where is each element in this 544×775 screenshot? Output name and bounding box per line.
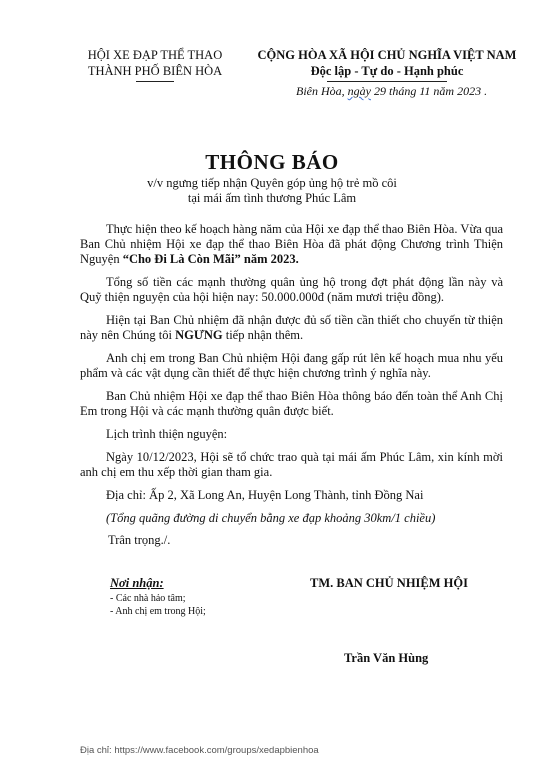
paragraph-plan: Anh chị em trong Ban Chủ nhiệm Hội đang gấp rút lên kế hoạch mua nhu yếu phẩm và các vật dụng cần thiết để thực hiện chương trình ý nghĩa này. bbox=[80, 351, 503, 380]
organization-header bbox=[70, 47, 240, 82]
recipients-title: Nơi nhận: bbox=[110, 576, 164, 590]
date-prefix: Biên Hòa, bbox=[296, 84, 348, 98]
paragraph-intro bbox=[80, 222, 503, 267]
date-rest: 29 tháng 11 năm 2023 . bbox=[370, 84, 488, 98]
recipients-list bbox=[110, 592, 206, 618]
motto-underline bbox=[327, 81, 447, 82]
paragraph-address: Địa chỉ: Ấp 2, Xã Long An, Huyện Long Thành, tỉnh Đồng Nai bbox=[106, 488, 424, 502]
paragraph-stop-tail: tiếp nhận thêm. bbox=[222, 328, 304, 342]
org-underline bbox=[136, 81, 174, 82]
program-name: “Cho Đi Là Còn Mãi” năm 2023. bbox=[122, 252, 299, 266]
footer-address: Địa chỉ: https://www.facebook.com/groups/xedapbienhoa bbox=[80, 745, 319, 756]
paragraph-announce: Ban Chủ nhiệm Hội xe đạp thể thao Biên Hòa thông báo đến toàn thể Anh Chị Em trong Hội và các mạnh thường quân được biết. bbox=[80, 389, 503, 418]
national-title: CỘNG HÒA XÃ HỘI CHỦ NGHĨA VIỆT NAM bbox=[257, 48, 517, 62]
org-name-line1: HỘI XE ĐẠP THỂ THAO bbox=[87, 48, 223, 62]
recipient-item: - Các nhà hảo tâm; bbox=[110, 593, 186, 604]
paragraph-total: Tổng số tiền các mạnh thường quân ủng hộ trong đợt phát động lần này và Quỹ thiện nguyện của hội hiện nay: 50.000.000đ (năm mươi triệu đồng). bbox=[80, 275, 503, 304]
signer-name: Trần Văn Hùng bbox=[344, 651, 429, 665]
paragraph-stop-text: Hiện tại Ban Chủ nhiệm đã nhận được đủ số tiền cần thiết cho chuyến từ thiện này nên Chúng tôi bbox=[80, 313, 503, 342]
national-header bbox=[252, 47, 522, 82]
date-ngay: ngày bbox=[347, 84, 371, 98]
document-subtitle bbox=[0, 176, 544, 206]
paragraph-stop bbox=[80, 313, 503, 343]
paragraph-schedule: Ngày 10/12/2023, Hội sẽ tổ chức trao quà tại mái ấm Phúc Lâm, xin kính mời anh chị em thu xếp thời gian tham gia. bbox=[80, 450, 503, 479]
recipient-item: - Anh chị em trong Hội; bbox=[110, 606, 206, 617]
stop-word: NGƯNG bbox=[175, 328, 223, 342]
document-date bbox=[296, 84, 487, 99]
distance-note: (Tổng quãng đường di chuyển bằng xe đạp khoảng 30km/1 chiều) bbox=[106, 511, 436, 525]
closing-greeting: Trân trọng./. bbox=[108, 533, 171, 547]
national-motto: Độc lập - Tự do - Hạnh phúc bbox=[310, 64, 464, 78]
subtitle-line1: v/v ngưng tiếp nhận Quyên góp ủng hộ trẻ mồ côi bbox=[147, 176, 397, 190]
document-title: THÔNG BÁO bbox=[205, 150, 339, 174]
subtitle-line2: tại mái ấm tình thương Phúc Lâm bbox=[187, 191, 357, 205]
org-name-line2: THÀNH PHỐ BIÊN HÒA bbox=[87, 64, 223, 78]
signature-title: TM. BAN CHỦ NHIỆM HỘI bbox=[310, 576, 468, 590]
paragraph-intro-text: Thực hiện theo kế hoạch hàng năm của Hội xe đạp thể thao Biên Hòa. Vừa qua Ban Chủ nhiệm Hội xe đạp thể thao Biên Hòa đã phát động Chương trình Thiện Nguyện bbox=[80, 222, 503, 266]
document-body bbox=[80, 222, 503, 534]
paragraph-schedule-label: Lịch trình thiện nguyện: bbox=[106, 427, 228, 441]
